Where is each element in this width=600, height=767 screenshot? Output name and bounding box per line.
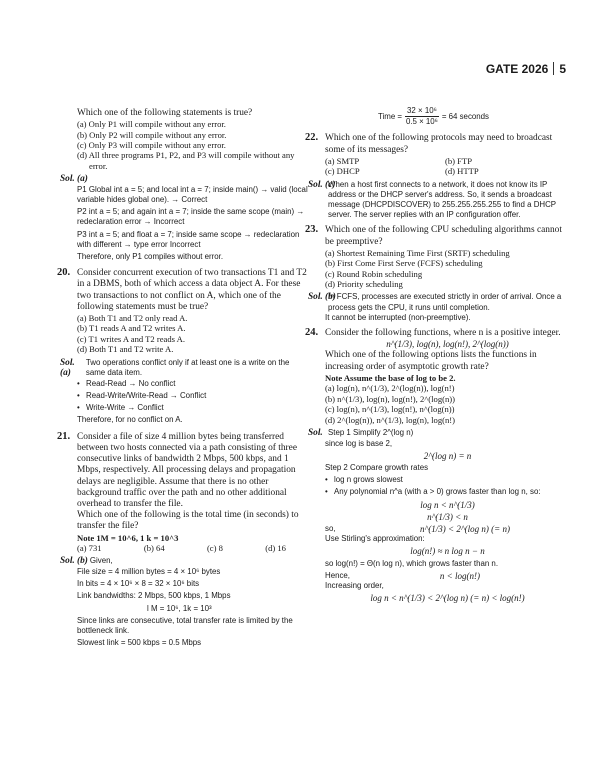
header-divider	[553, 62, 554, 75]
q24-option-a: (a) log(n), n^(1/3), 2^(log(n)), log(n!)	[325, 383, 455, 394]
q24-stirling: Use Stirling's approximation:	[325, 534, 425, 544]
q23-number: 23.	[305, 224, 319, 236]
q24-sol-label: Sol.	[308, 427, 323, 438]
q19-solution	[60, 174, 310, 262]
q20-sol-end: Therefore, for no conflict on A.	[77, 415, 183, 425]
q24-hence-row	[325, 571, 570, 581]
q19-sol-p1: P1 Global int a = 5; and local int a = 7; inside main() → valid (local variable hides global one). → Correct	[77, 184, 308, 205]
q19-option-c: (c) Only P3 will compile without any error.	[77, 140, 226, 151]
question-23	[305, 224, 570, 290]
q19-sol-p3: P3 int a = 5; and float a = 7; inside same scope → redeclaration with different → type error Incorrect	[77, 229, 300, 249]
q24-so: so,	[325, 523, 336, 533]
q21-options	[77, 543, 310, 553]
q23-option-b: (b) First Come First Serve (FCFS) scheduling	[325, 258, 483, 269]
q21-option-c: (c) 8	[206, 542, 223, 553]
q21-sol-bottleneck: Since links are consecutive, total transfer rate is limited by the bottleneck link.	[77, 615, 293, 635]
q20-sol-intro: Two operations conflict only if at least one is a write on the same data item.	[85, 357, 290, 377]
q24-functions: n^(1/3), log(n), log(n!), 2^(log(n))	[386, 339, 509, 350]
q20-sol-label: Sol. (a)	[60, 357, 75, 379]
q20-option-c: (c) T1 writes A and T2 reads A.	[77, 333, 186, 344]
q19-option-a: (a) Only P1 will compile without any error.	[77, 119, 226, 130]
q22-option-b: (b) FTP	[445, 155, 472, 166]
q20-bullet-2: • Read-Write/Write-Read → Conflict	[77, 391, 310, 401]
q21-sol-bandwidths: Link bandwidths: 2 Mbps, 500 kbps, 1 Mbps	[77, 591, 231, 601]
q19-sol-label: Sol. (a)	[60, 174, 88, 185]
q20-bullet-3: • Write-Write → Conflict	[77, 403, 310, 413]
q22-option-d: (d) HTTP	[445, 166, 479, 177]
q24-stem-2: Which one of the following options lists the functions in increasing order of asymptotic growth rate?	[325, 350, 537, 372]
q20-option-a: (a) Both T1 and T2 only read A.	[77, 313, 188, 324]
q24-eq-2: n^(1/3) < n	[427, 511, 468, 522]
q24-option-c: (c) log(n), n^(1/3), log(n!), n^(log(n))	[325, 404, 455, 415]
q21-sol-label: Sol. (b)	[60, 556, 88, 567]
question-22	[305, 132, 570, 177]
time-eq-denominator: 0.5 × 10⁶	[405, 117, 438, 127]
q21-option-a: (a) 731	[77, 542, 102, 553]
q24-eq-3: n^(1/3) < 2^(log n) (= n)	[420, 523, 510, 534]
q21-stem: Consider a file of size 4 million bytes being transferred between two hosts connected via a path consisting of three consecutive links of bandwidth 2 Mbps, 500 kbps, and 1 Mbps, respectively. All processing delays and propagation delays are negligible. Assume that there is no other background traffic over the path and no other additional overhead to transfer the file.	[77, 431, 297, 509]
q24-increasing: Increasing order,	[325, 580, 384, 590]
q20-bullet-1: • Read-Read → No conflict	[77, 379, 310, 389]
left-column	[57, 100, 310, 650]
q24-solution	[308, 428, 570, 603]
q21-number: 21.	[57, 430, 71, 442]
q24-eq-6: log n < n^(1/3) < 2^(log n) (= n) < log(n!)	[370, 593, 525, 604]
q22-stem: Which one of the following protocols may need to broadcast some of its messages?	[325, 133, 553, 155]
q21-sol-units: l M = 10⁶, 1k = 10³	[147, 603, 212, 613]
q21-sol-given: Given,	[89, 556, 113, 566]
q24-hence: Hence,	[325, 570, 351, 580]
q21-sol-file-size: File size = 4 million bytes = 4 × 10⁶ bytes	[77, 566, 221, 576]
q24-step-2: Step 2 Compare growth rates	[325, 462, 429, 472]
right-column	[305, 106, 570, 605]
question-24	[305, 327, 570, 425]
q23-sol-p2: It cannot be interrupted (non-preemptive).	[325, 312, 471, 322]
time-eq-rhs: = 64 seconds	[441, 111, 490, 121]
q21-solution	[60, 556, 310, 648]
q24-step-1b: since log is base 2,	[325, 438, 393, 448]
question-20	[57, 267, 310, 355]
q19-sol-p2: P2 int a = 5; and again int a = 7; inside the same scope (main) → redeclaration error → Incorrect	[77, 207, 305, 227]
q24-step-1: Step 1 Simplify 2^(log n)	[328, 427, 414, 437]
q20-option-d: (d) Both T1 and T2 write A.	[77, 344, 174, 355]
q24-step-1-eq: 2^(log n) = n	[423, 450, 472, 461]
q22-option-a: (a) SMTP	[325, 155, 360, 166]
q24-eq-4: log(n!) ≈ n log n − n	[410, 546, 485, 557]
q21-sol-slowest: Slowest link = 500 kbps = 0.5 Mbps	[77, 638, 202, 648]
q24-option-b: (b) n^(1/3), log(n), log(n!), 2^(log(n))	[325, 393, 456, 404]
q21-option-d: (d) 16	[265, 542, 286, 553]
q24-stem: Consider the following functions, where n is a positive integer.	[325, 328, 561, 339]
q21-note: Note 1M = 10^6, 1 k = 10^3	[77, 532, 179, 543]
q20-option-b: (b) T1 reads A and T2 writes A.	[77, 323, 186, 334]
q24-option-d: (d) 2^(log(n)), n^(1/3), log(n), log(n!)	[325, 414, 456, 425]
q22-option-c: (c) DHCP	[325, 166, 360, 177]
q24-so-2: so log(n!) = Θ(n log n), which grows faster than n.	[325, 558, 499, 568]
q24-bullet-2: • Any polynomial n^a (with a > 0) grows faster than log n, so:	[325, 487, 570, 497]
q22-options	[325, 156, 570, 177]
q23-solution	[308, 292, 570, 323]
q23-option-a: (a) Shortest Remaining Time First (SRTF) scheduling	[325, 247, 510, 258]
q24-eq-1: log n < n^(1/3)	[420, 499, 475, 510]
time-eq-lhs: Time =	[378, 111, 403, 121]
page-header	[486, 62, 566, 76]
q23-stem: Which one of the following CPU scheduling algorithms cannot be preemptive?	[325, 225, 562, 247]
q24-eq-5: n < log(n!)	[439, 570, 480, 581]
q24-number: 24.	[305, 327, 319, 339]
q20-number: 20.	[57, 267, 71, 279]
q19-option-b: (b) Only P2 will compile without any error.	[77, 129, 227, 140]
q21-option-b: (b) 64	[143, 542, 165, 553]
question-19	[60, 108, 310, 171]
q22-sol-text: When a host first connects to a network, it does not know its IP address or the DHCP server's address. So, it sends a broadcast message (DHCPDISCOVER) to 255.255.255.255 to find a DHCP server. The server replies with an IP configuration offer.	[328, 179, 556, 220]
time-equation	[308, 106, 570, 127]
q20-solution	[60, 358, 310, 426]
q21-sol-bits: In bits = 4 × 10⁶ × 8 = 32 × 10⁶ bits	[77, 579, 200, 589]
page-number: 5	[559, 62, 566, 76]
q23-sol-label: Sol. (b)	[308, 292, 336, 303]
q21-stem-2: Which one of the following is the total time (in seconds) to transfer the file?	[77, 510, 299, 532]
q19-option-d: (d) All three programs P1, P2, and P3 will compile without any error.	[77, 150, 295, 171]
q23-option-c: (c) Round Robin scheduling	[325, 268, 423, 279]
time-eq-numerator: 32 × 10⁶	[405, 106, 439, 117]
q22-number: 22.	[305, 132, 319, 144]
q22-solution	[308, 180, 570, 221]
q24-bullet-1: • log n grows slowest	[325, 475, 570, 485]
q19-stem: Which one of the following statements is true?	[77, 108, 253, 118]
q23-sol-p1: In FCFS, processes are executed strictly in order of arrival. Once a process gets the CPU, it runs until completion.	[328, 292, 562, 312]
q19-sol-p4: Therefore, only P1 compiles without error.	[77, 252, 224, 262]
exam-title: GATE 2026	[485, 62, 549, 76]
q23-option-d: (d) Priority scheduling	[325, 279, 403, 290]
q22-sol-label: Sol. (c)	[308, 179, 336, 190]
q24-so-row	[325, 524, 570, 534]
time-eq-fraction	[405, 106, 439, 127]
q20-stem: Consider concurrent execution of two transactions T1 and T2 in a DBMS, both of which access a data object A. For these two transactions to not conflict on A, which one of the following statements must be true?	[77, 268, 307, 312]
q24-note: Note Assume the base of log to be 2.	[325, 372, 456, 383]
question-21	[57, 430, 310, 554]
